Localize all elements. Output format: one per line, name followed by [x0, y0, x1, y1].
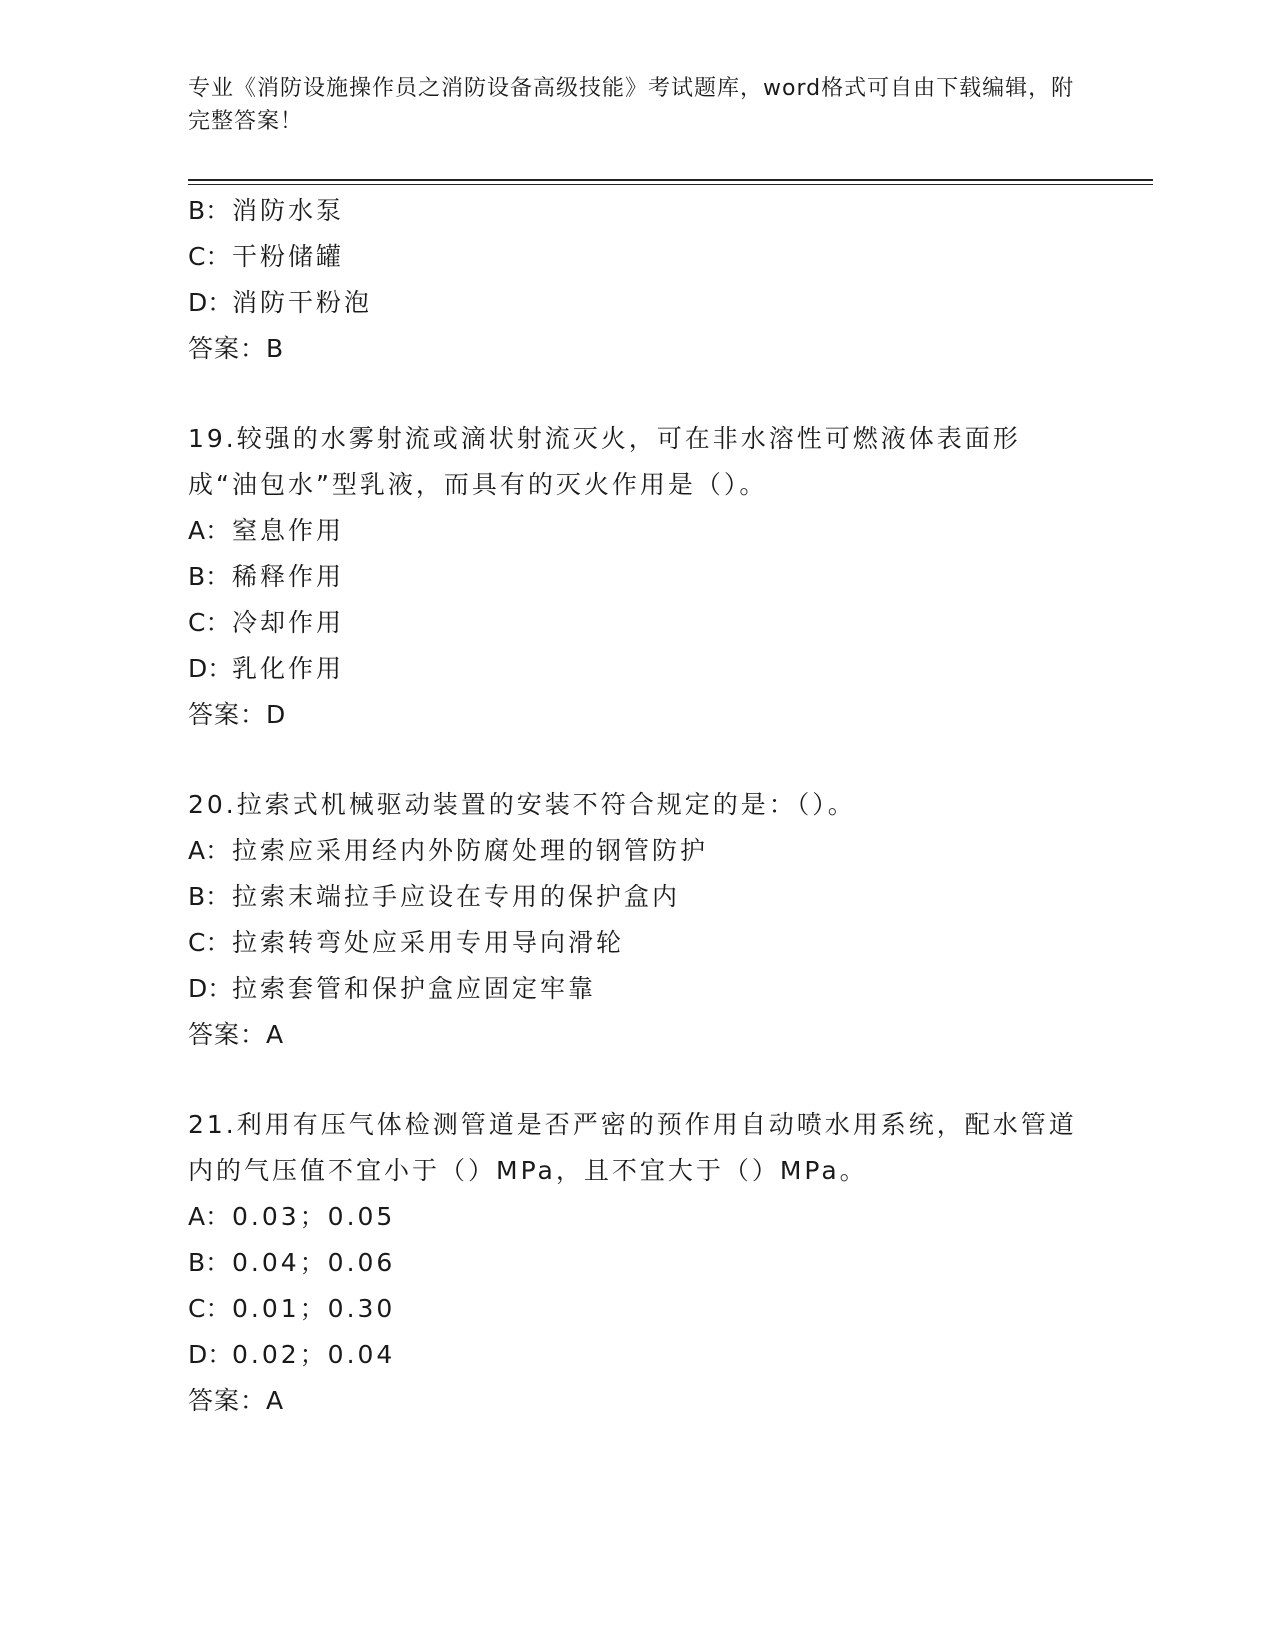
question-20 — [188, 782, 1088, 1058]
option-d — [188, 646, 1088, 692]
option-text: 0.01；0.30 — [232, 1294, 396, 1323]
question-21 — [188, 1102, 1088, 1424]
header-rule-thin — [188, 184, 1153, 185]
option-text: 消防干粉泡 — [232, 288, 373, 317]
option-b — [188, 1240, 1088, 1286]
option-b — [188, 554, 1088, 600]
option-c — [188, 600, 1088, 646]
option-letter: B： — [188, 1248, 231, 1277]
option-letter: A： — [188, 836, 231, 865]
option-text: 0.03；0.05 — [232, 1202, 396, 1231]
option-c — [188, 234, 1088, 280]
answer-line: 答案：A — [188, 1020, 285, 1049]
option-letter: D： — [188, 654, 233, 683]
option-letter: C： — [188, 608, 231, 637]
option-letter: B： — [188, 882, 231, 911]
option-a — [188, 508, 1088, 554]
answer-line: 答案：A — [188, 1386, 285, 1415]
option-text: 干粉储罐 — [232, 242, 345, 271]
document-header: 专业《消防设施操作员之消防设备高级技能》考试题库，word格式可自由下载编辑，附完整答案！ — [188, 76, 1075, 134]
answer-line: 答案：B — [188, 334, 285, 363]
option-letter: A： — [188, 1202, 231, 1231]
option-text: 拉索末端拉手应设在专用的保护盒内 — [232, 882, 681, 911]
option-c — [188, 1286, 1088, 1332]
option-text: 稀释作用 — [232, 562, 345, 591]
option-letter: D： — [188, 1340, 233, 1369]
option-letter: B： — [188, 562, 231, 591]
option-c — [188, 920, 1088, 966]
option-text: 乳化作用 — [232, 654, 345, 683]
option-letter: C： — [188, 1294, 231, 1323]
option-text: 窒息作用 — [232, 516, 345, 545]
option-d — [188, 1332, 1088, 1378]
option-d — [188, 280, 1088, 326]
header-rule-thick — [188, 179, 1153, 181]
option-text: 拉索应采用经内外防腐处理的钢管防护 — [232, 836, 709, 865]
option-a — [188, 828, 1088, 874]
option-text: 0.02；0.04 — [232, 1340, 396, 1369]
option-a — [188, 1194, 1088, 1240]
option-text: 0.04；0.06 — [232, 1248, 396, 1277]
option-letter: D： — [188, 288, 233, 317]
option-letter: D： — [188, 974, 233, 1003]
question-text: 21.利用有压气体检测管道是否严密的预作用自动喷水用系统，配水管道内的气压值不宜小于（）MPa，且不宜大于（）MPa。 — [188, 1110, 1077, 1185]
option-b — [188, 874, 1088, 920]
option-letter: A： — [188, 516, 231, 545]
option-text: 拉索转弯处应采用专用导向滑轮 — [232, 928, 625, 957]
option-text: 拉索套管和保护盒应固定牢靠 — [232, 974, 597, 1003]
option-text: 消防水泵 — [232, 196, 345, 225]
option-letter: C： — [188, 242, 231, 271]
option-letter: C： — [188, 928, 231, 957]
question-19 — [188, 416, 1088, 738]
question-text: 19.较强的水雾射流或滴状射流灭火，可在非水溶性可燃液体表面形成“油包水”型乳液，而具有的灭火作用是（）。 — [188, 424, 1021, 499]
option-d — [188, 966, 1088, 1012]
option-b — [188, 188, 1088, 234]
question-list — [188, 188, 1088, 1424]
previous-question-tail — [188, 188, 1088, 372]
question-text: 20.拉索式机械驱动装置的安装不符合规定的是：（）。 — [188, 790, 856, 819]
option-letter: B： — [188, 196, 231, 225]
answer-line: 答案：D — [188, 700, 287, 729]
option-text: 冷却作用 — [232, 608, 345, 637]
